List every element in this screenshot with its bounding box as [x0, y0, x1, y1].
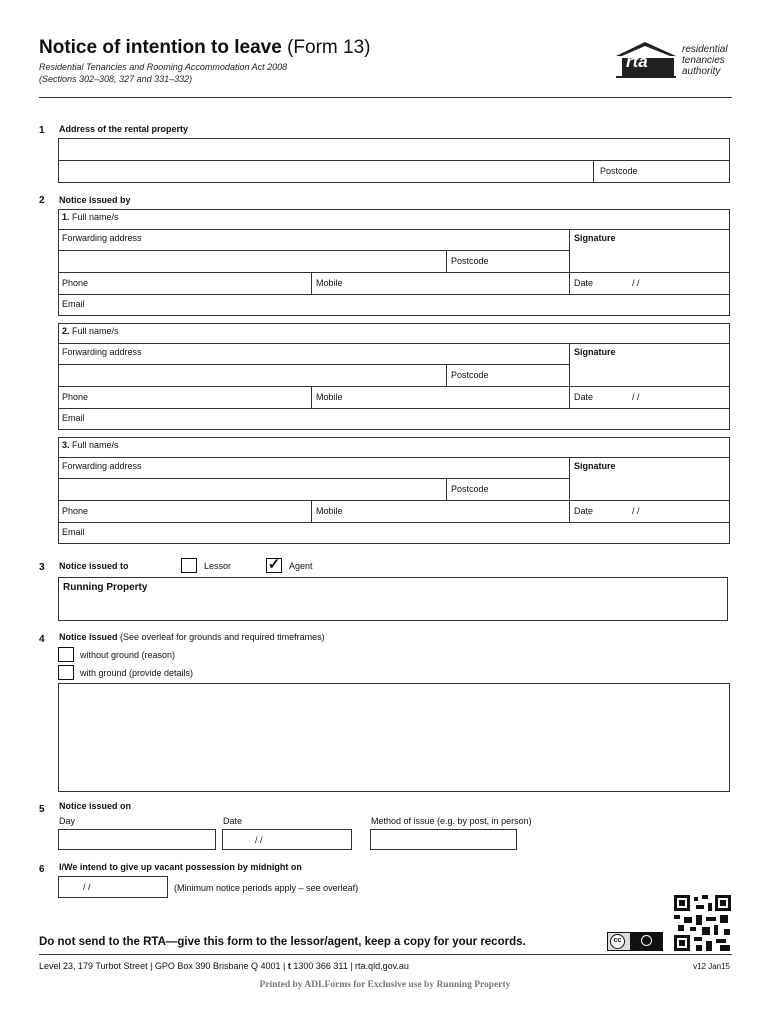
method-label: Method of issue (e.g. by post, in person)	[371, 816, 532, 826]
mobile-field[interactable]: Mobile	[311, 273, 569, 295]
section-1-number: 1	[39, 125, 45, 136]
form-version: v12 Jan15	[693, 962, 730, 971]
act-sections: (Sections 302–308, 327 and 331–332)	[39, 74, 193, 84]
without-ground-label: without ground (reason)	[80, 650, 176, 660]
section-2-number: 2	[39, 195, 45, 206]
form-subtitle	[39, 61, 287, 85]
address-divider	[58, 160, 730, 161]
section-3-heading: Notice issued to	[59, 561, 129, 571]
form-number: (Form 13)	[287, 37, 371, 58]
issue-date-separators: / /	[255, 835, 263, 845]
mobile-field[interactable]: Mobile	[311, 387, 569, 409]
do-not-send-warning: Do not send to the RTA—give this form to the lessor/agent, keep a copy for your records.	[39, 936, 526, 948]
lessor-checkbox[interactable]	[181, 558, 197, 573]
recipient-field[interactable]	[58, 577, 728, 621]
agent-label: Agent	[289, 561, 313, 571]
with-ground-label: with ground (provide details)	[80, 668, 194, 678]
attribution-icon	[641, 935, 652, 946]
act-name: Residential Tenancies and Rooming Accommodation Act 2008	[39, 62, 288, 72]
section-6-heading: I/We intend to give up vacant possession by midnight on	[59, 862, 302, 872]
email-field[interactable]: Email	[62, 413, 85, 423]
without-ground-checkbox[interactable]	[58, 647, 74, 662]
section-4-note: (See overleaf for grounds and required timeframes)	[120, 632, 325, 642]
postcode-field[interactable]: Postcode	[446, 479, 569, 501]
header-divider	[39, 97, 732, 98]
phone-field[interactable]: Phone	[58, 501, 311, 523]
printed-by-note: Printed by ADLForms for Exclusive use by Running Property	[259, 980, 511, 990]
rta-logo	[612, 38, 734, 86]
section-5-heading: Notice issued on	[59, 801, 132, 811]
cc-by-block	[630, 933, 662, 950]
forwarding-address-label: Forwarding address	[58, 230, 569, 251]
mobile-field[interactable]: Mobile	[311, 501, 569, 523]
postcode-field[interactable]: Postcode	[446, 251, 569, 273]
vacate-date-field[interactable]	[58, 876, 168, 898]
full-name-field[interactable]: 2. Full name/s	[58, 323, 730, 344]
logo-text: rta	[626, 52, 648, 71]
with-ground-checkbox[interactable]	[58, 665, 74, 680]
ground-details-field[interactable]	[58, 683, 730, 792]
creative-commons-badge	[607, 932, 663, 951]
issuer-block-1	[58, 209, 730, 316]
issuer-block-3	[58, 437, 730, 544]
section-5-number: 5	[39, 804, 45, 815]
section-4-heading: Notice issued	[59, 632, 118, 642]
signature-field[interactable]: Signature	[569, 230, 730, 273]
footer-contact: Level 23, 179 Turbot Street | GPO Box 390 Brisbane Q 4001 | t 1300 366 311 | rta.qld.gov.au	[39, 961, 409, 971]
full-name-field[interactable]: 1. Full name/s	[58, 209, 730, 230]
agent-checkbox[interactable]: ✓	[267, 556, 281, 573]
signature-field[interactable]: Signature	[569, 344, 730, 387]
qr-code-icon	[674, 895, 731, 951]
forwarding-address-label: Forwarding address	[58, 458, 569, 479]
full-name-field[interactable]: 3. Full name/s	[58, 437, 730, 458]
section-3-number: 3	[39, 562, 45, 573]
postcode-label: Postcode	[600, 166, 638, 176]
postcode-divider	[593, 160, 594, 183]
section-1-heading: Address of the rental property	[59, 124, 189, 134]
vacate-date-separators: / /	[83, 882, 91, 892]
phone-field[interactable]: Phone	[58, 273, 311, 295]
section-4-number: 4	[39, 634, 45, 645]
signed-date-field[interactable]: Date / /	[569, 387, 730, 409]
issue-date-field[interactable]	[222, 829, 352, 850]
form-title: Notice of intention to leave (Form 13)	[39, 37, 371, 58]
phone-field[interactable]: Phone	[58, 387, 311, 409]
section-2-heading: Notice issued by	[59, 195, 131, 205]
method-field[interactable]	[370, 829, 517, 850]
signature-field[interactable]: Signature	[569, 458, 730, 501]
email-field[interactable]: Email	[62, 299, 85, 309]
issue-date-label: Date	[223, 816, 243, 826]
recipient-name: Running Property	[63, 582, 148, 593]
issuer-block-2	[58, 323, 730, 430]
signed-date-field[interactable]: Date / /	[569, 273, 730, 295]
section-6-number: 6	[39, 864, 45, 875]
day-field[interactable]	[58, 829, 216, 850]
logo-wordmark: residential tenancies authority	[682, 44, 728, 77]
postcode-field[interactable]: Postcode	[446, 365, 569, 387]
day-label: Day	[59, 816, 76, 826]
email-field[interactable]: Email	[62, 527, 85, 537]
section-6-note: (Minimum notice periods apply – see overleaf)	[174, 883, 359, 893]
section-4-heading-line	[59, 632, 325, 642]
forwarding-address-label: Forwarding address	[58, 344, 569, 365]
lessor-label: Lessor	[204, 561, 232, 571]
footer-divider	[39, 954, 732, 955]
signed-date-field[interactable]: Date / /	[569, 501, 730, 523]
cc-icon: cc	[610, 934, 625, 949]
